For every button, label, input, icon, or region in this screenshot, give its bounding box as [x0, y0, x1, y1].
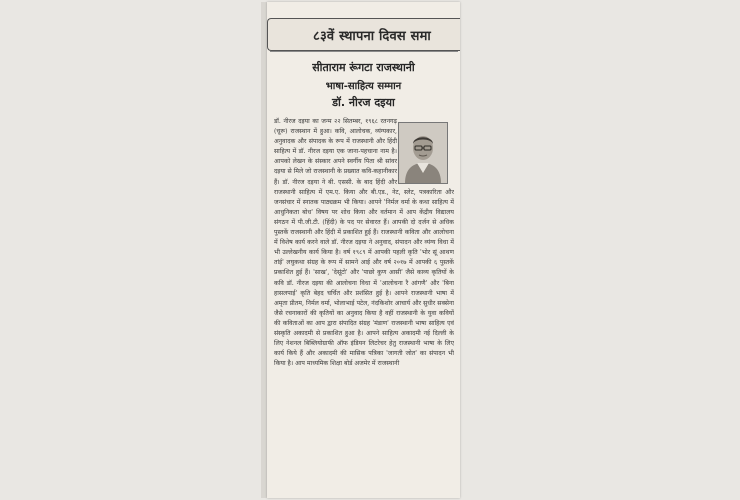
- article-body: डॉ. नीरज दइया का जन्म २२ सितम्बर, १९६८ रतनगढ़ (चूरू) राजस्थान में हुआ। कवि, आलोचक, व्यंग्यकार, अनुवादक और संपादक के रूप में राजस्थानी और हिंदी साहित्य में डॉ. नीरज दइया एक जाना-पहचाना नाम है। आपको लेखन के संस्कार अपने स्वर्गीय पिता श्री सांवर दइया से मिले जो राजस्थानी के प्रख्यात कवि-कहानीकार हैं। डॉ. नीरज दइया ने बी. एससी. के बाद हिंदी और राजस्थानी साहित्य में एम.ए. किया और बी.एड., नेट, स्लेट, पत्रकारिता और जनसंचार में स्नातक पाठ्यक्रम भी किया। आपने 'निर्मल वर्मा के कथा साहित्य में आधुनिकता बोध' विषय पर शोध किया और वर्तमान में आप केंद्रीय विद्यालय संगठन में पी.जी.टी. (हिंदी) के पद पर सेवारत हैं। आपकी दो दर्जन से अधिक पुस्तकें राजस्थानी और हिंदी में प्रकाशित हुई हैं। राजस्थानी कविता और आलोचना में विशेष कार्य करने वाले डॉ. नीरज दइया ने अनुवाद, संपादन और व्यंग्य विधा में भी उल्लेखनीय कार्य किया है। वर्ष १९८९ में आपकी पहली कृति 'भोर सूं आथण तांई' लघुकथा संग्रह के रूप में सामने आई और वर्ष २०१७ में आपकी ६ पुस्तकें प्रकाशित हुई हैं। 'साख', 'देसूंटो' और 'पाछो कुण आसी' जैसे काव्य कृतियों के कवि डॉ. नीरज दइया की आलोचना विधा में 'आलोचना रै आंगणै' और 'बिना हासलपाई' कृति बेहद चर्चित और प्रशंसित हुई है। आपने राजस्थानी भाषा में अमृता प्रीतम, निर्मल वर्मा, भोलाभाई पटेल, नंदकिशोर आचार्य और सुधीर सक्सेना जैसे रचनाकारों की कृतियों का अनुवाद किया है वहीं राजस्थानी के युवा कवियों की कविताओं का आप द्वारा संपादित संग्रह 'मंडाण' राजस्थानी भाषा साहित्य एवं संस्कृति अकादमी से प्रकाशित हुआ है। आपने साहित्य अकादमी नई दिल्ली के लिए नेशनल बिब्लियोग्राफी ऑफ इंडियन लिटरेचर हेतु राजस्थानी भाषा के लिए कार्य किये हैं और अकादमी की मासिक पत्रिका 'जागती जोत' का संपादन भी किया है। आप माध्यमिक शिक्षा बोर्ड अजमेर में राजस्थानी: [274, 118, 454, 368]
- award-subtitle: भाषा-साहित्य सम्मान: [325, 81, 402, 92]
- section-header-text: ८३वें स्थापना दिवस समा: [313, 29, 431, 44]
- awardee-name: डॉ. नीरज दइया: [332, 96, 395, 109]
- section-header: [267, 18, 460, 51]
- photo-wrap-space: [400, 117, 454, 186]
- article-body-container: [274, 117, 454, 497]
- header-divider: [270, 51, 458, 52]
- newspaper-clipping: [267, 2, 460, 498]
- award-title: सीताराम रूंगटा राजस्थानी: [312, 61, 415, 74]
